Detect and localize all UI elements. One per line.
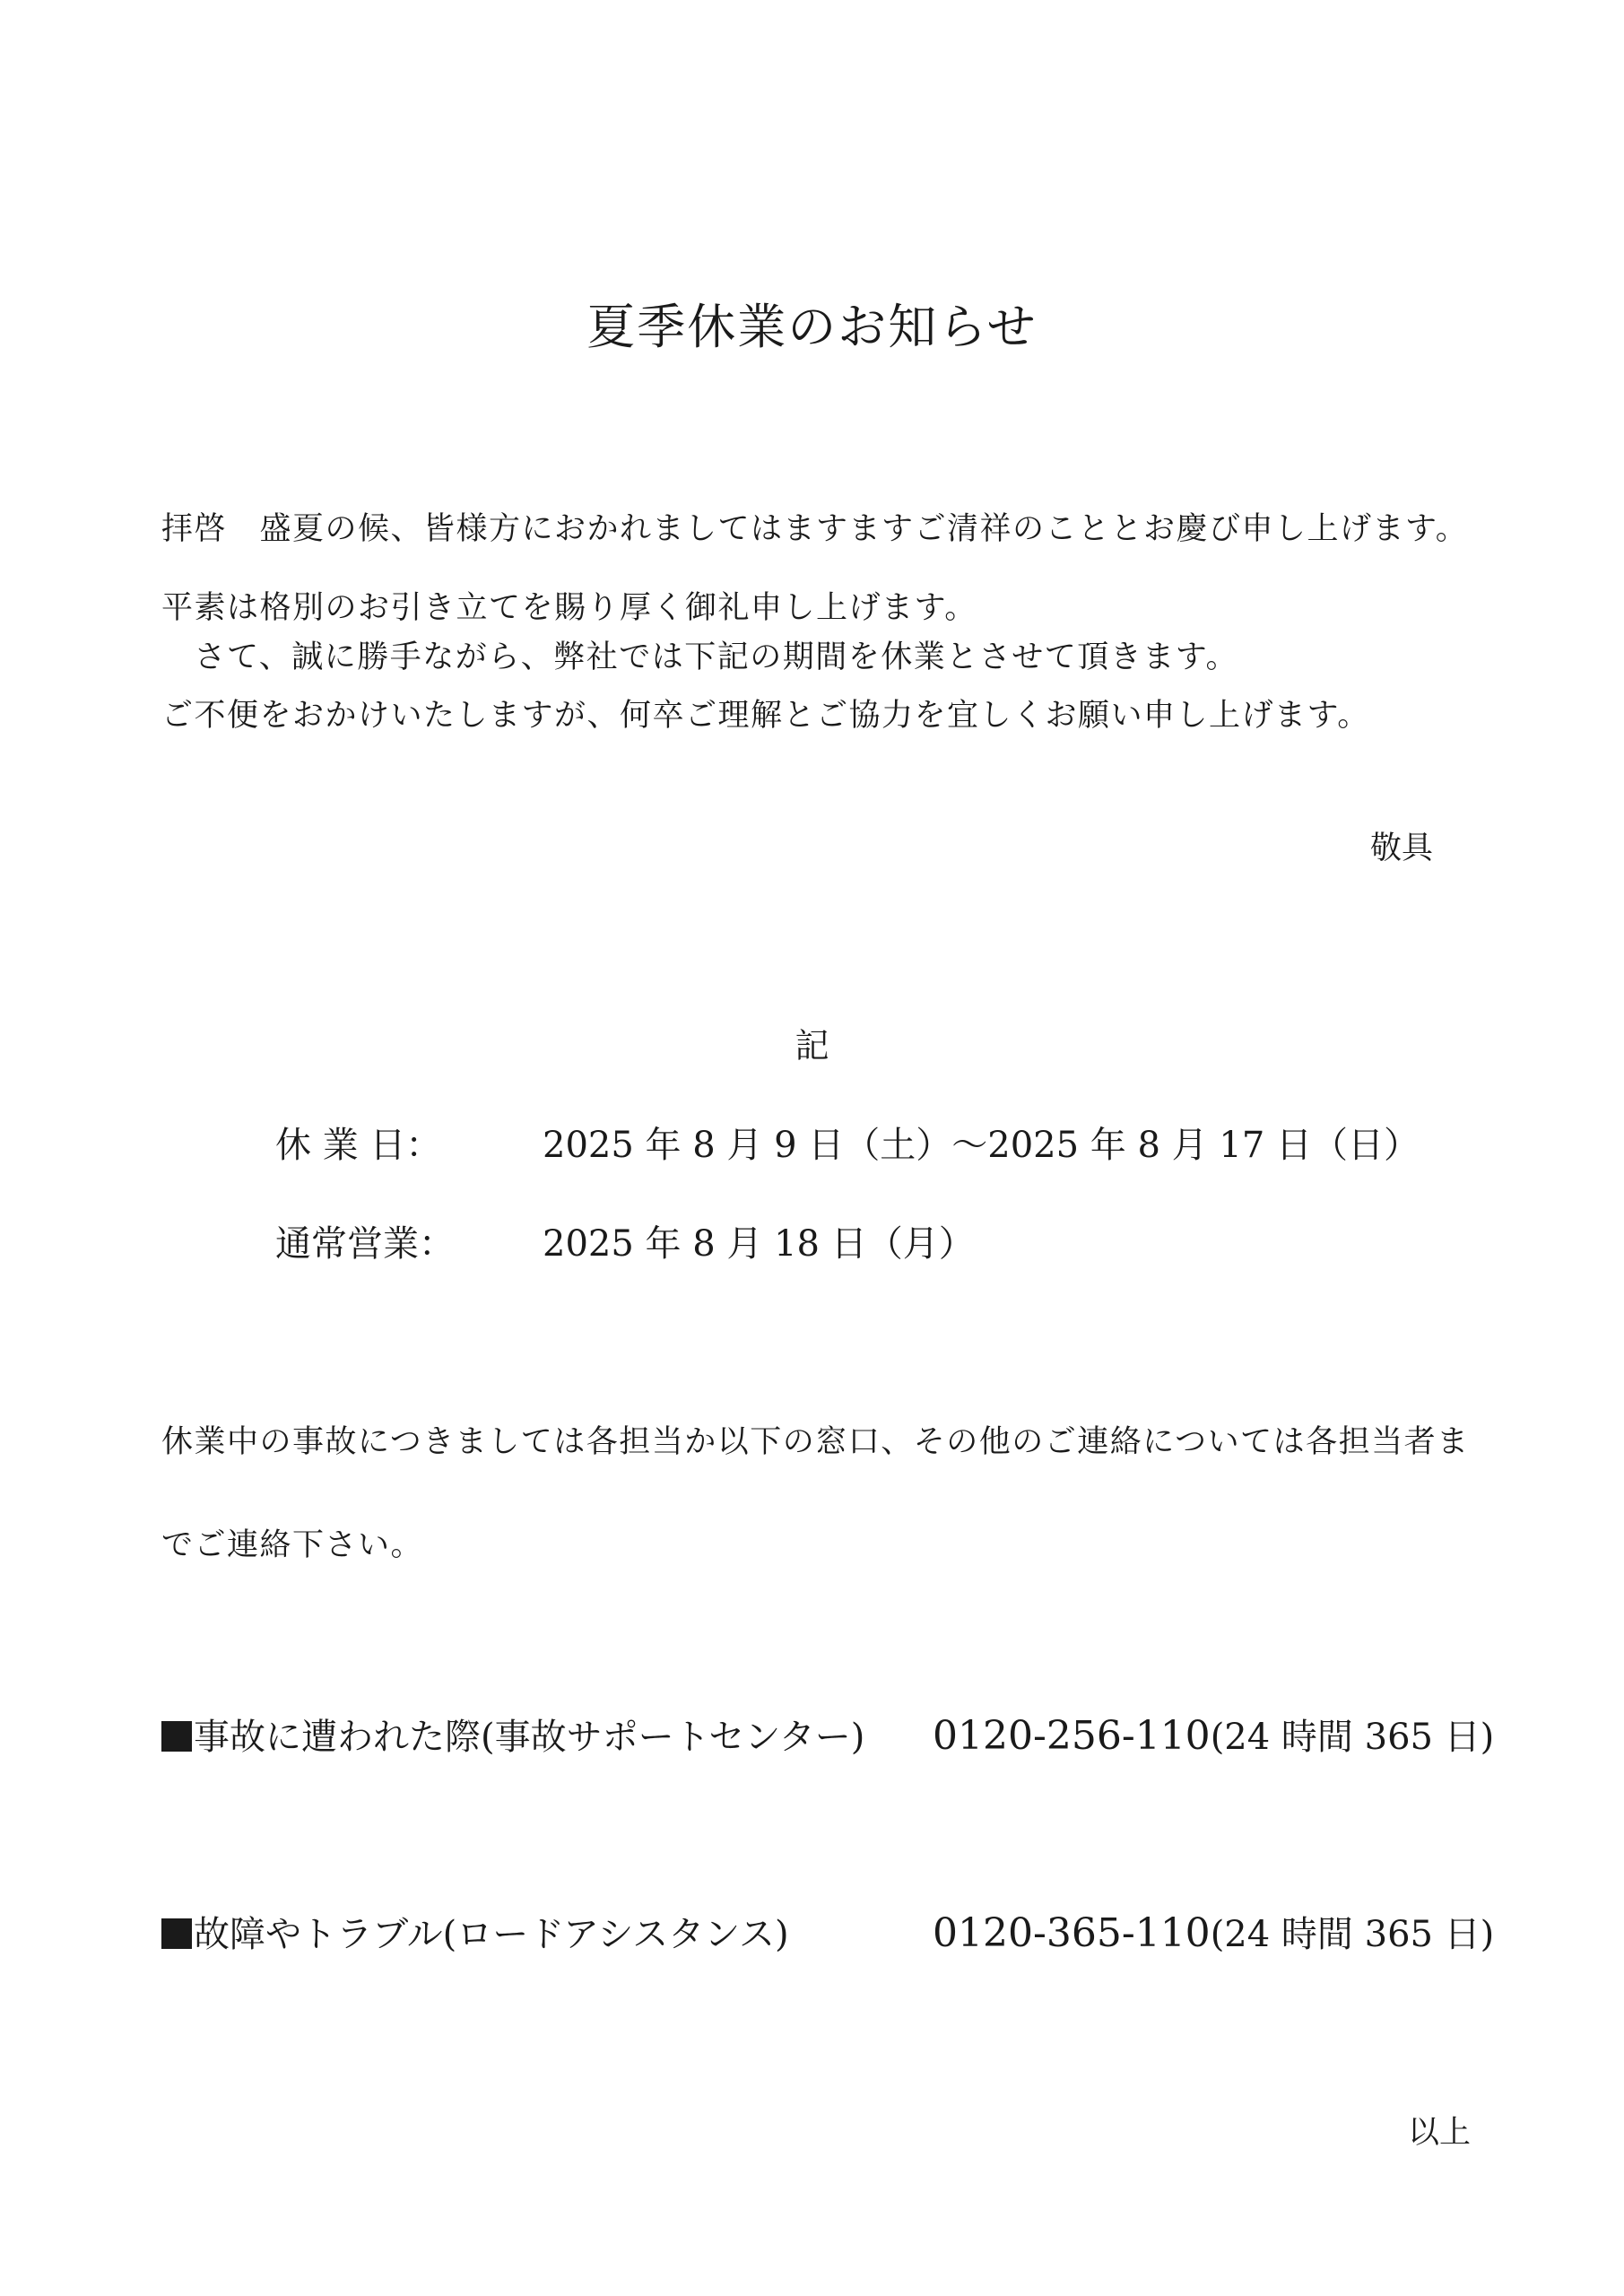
black-square-icon (161, 1918, 192, 1949)
body-line-2: さて、誠に勝手ながら、弊社では下記の期間を休業とさせて頂きます。 (161, 639, 1239, 675)
contact-trouble-phone-group (933, 1906, 1494, 1957)
body-line-1: 平素は格別のお引き立てを賜り厚く御礼申し上げます。 (161, 590, 977, 626)
resume-value: 2025 年 8 月 18 日（月） (543, 1223, 975, 1265)
holiday-value: 2025 年 8 月 9 日（土）～2025 年 8 月 17 日（日） (543, 1125, 1420, 1166)
contact-accident-label: 事故に遭われた際(事故サポートセンター) (194, 1717, 865, 1758)
note-line-2: でご連絡下さい。 (161, 1527, 424, 1563)
contact-trouble (161, 1906, 1495, 1957)
contact-accident-phone: 0120-256-110 (933, 1713, 1211, 1759)
closing-ijou: 以上 (1408, 2115, 1472, 2151)
closing-keigu: 敬具 (1370, 831, 1434, 866)
black-square-icon (161, 1721, 192, 1752)
contact-accident-phone-group (933, 1709, 1494, 1760)
holiday-label: 休 業 日： (275, 1125, 442, 1166)
contact-trouble-label: 故障やトラブル(ロードアシスタンス) (194, 1914, 789, 1955)
resume-label: 通常営業： (275, 1223, 455, 1265)
contact-accident-hours: (24 時間 365 日) (1210, 1717, 1495, 1758)
contact-trouble-phone: 0120-365-110 (933, 1910, 1211, 1956)
page-title: 夏季休業のお知らせ (586, 299, 1038, 355)
greeting-line: 拝啓 盛夏の候、皆様方におかれましてはますますご清祥のこととお慶び申し上げます。 (161, 511, 1469, 547)
contact-accident (161, 1709, 1495, 1760)
contact-trouble-hours: (24 時間 365 日) (1210, 1914, 1495, 1955)
note-line-1: 休業中の事故につきましては各担当か以下の窓口、その他のご連絡については各担当者ま (161, 1424, 1470, 1460)
body-line-3: ご不便をおかけいたしますが、何卒ご理解とご協力を宜しくお願い申し上げます。 (161, 698, 1370, 734)
ki-heading: 記 (795, 1026, 829, 1065)
